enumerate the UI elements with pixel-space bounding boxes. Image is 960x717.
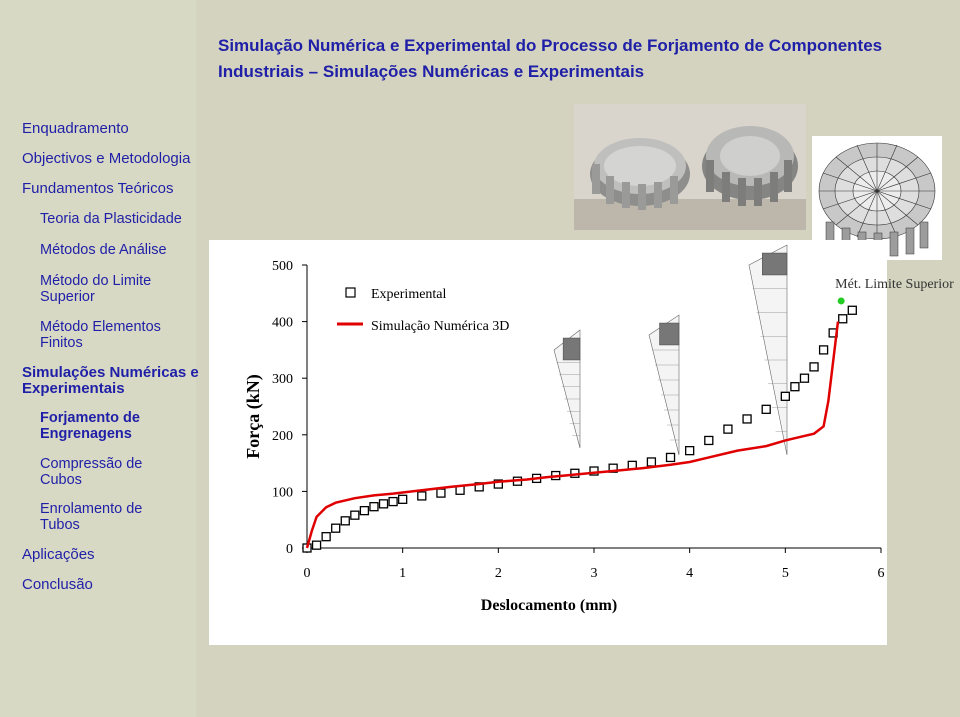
y-axis-label: Força (kN): [243, 374, 263, 459]
upper-bound-point: [838, 297, 845, 304]
legend-swatch-experimental: [346, 288, 355, 297]
y-tick-label: 200: [272, 428, 293, 444]
sidebar-item-plasticidade[interactable]: Teoria da Plasticidade: [40, 211, 182, 227]
experimental-point: [724, 425, 732, 433]
sidebar-item-simulacoes[interactable]: Simulações Numéricas e Experimentais: [22, 364, 199, 397]
experimental-point: [351, 511, 359, 519]
sidebar-item-compressao[interactable]: Compressão de Cubos: [40, 456, 143, 488]
experimental-point: [848, 306, 856, 314]
experimental-point: [791, 383, 799, 391]
mesh-tooth-outline: [749, 245, 787, 455]
mesh-tooth-section: [749, 245, 787, 455]
experimental-point: [800, 374, 808, 382]
y-tick-label: 400: [272, 315, 293, 331]
experimental-point: [370, 503, 378, 511]
x-tick-label: 3: [590, 566, 598, 581]
x-tick-label: 0: [303, 566, 311, 581]
x-tick-label: 5: [781, 566, 789, 581]
x-tick-label: 6: [877, 566, 885, 581]
sidebar-item-enquadramento[interactable]: Enquadramento: [22, 120, 129, 137]
experimental-point: [667, 453, 675, 461]
experimental-point: [437, 489, 445, 497]
y-tick-label: 300: [272, 372, 293, 388]
experimental-point: [781, 392, 789, 400]
mesh-dense-zone: [762, 253, 787, 275]
experimental-point: [456, 486, 464, 494]
sidebar-item-fundamentos[interactable]: Fundamentos Teóricos: [22, 180, 174, 197]
x-tick-label: 1: [399, 566, 407, 581]
y-tick-label: 0: [286, 542, 293, 557]
experimental-point: [743, 415, 751, 423]
experimental-point: [389, 498, 397, 506]
experimental-point: [313, 541, 321, 549]
mesh-deco-layer: [554, 245, 787, 455]
sidebar-item-metodos-analise[interactable]: Métodos de Análise: [40, 242, 167, 258]
experimental-point: [686, 447, 694, 455]
x-tick-label: 2: [494, 566, 502, 581]
chart-axes: [302, 265, 881, 553]
experimental-point: [705, 436, 713, 444]
legend-label-simulation: Simulação Numérica 3D: [371, 319, 510, 334]
x-axis-label: Deslocamento (mm): [480, 597, 618, 614]
experimental-point: [418, 492, 426, 500]
mesh-tooth-section: [554, 330, 580, 448]
x-tick-label: 4: [686, 566, 694, 581]
experimental-point: [820, 346, 828, 354]
experimental-point: [322, 533, 330, 541]
chart-labels: [243, 259, 954, 614]
sidebar-item-elementos-finitos[interactable]: Método Elementos Finitos: [40, 319, 161, 351]
experimental-point: [360, 507, 368, 515]
sidebar-item-limite-superior[interactable]: Método do Limite Superior: [40, 273, 152, 305]
y-tick-label: 500: [272, 259, 293, 274]
force-displacement-chart: [209, 240, 954, 645]
sidebar-item-objectivos[interactable]: Objectivos e Metodologia: [22, 150, 191, 167]
y-tick-label: 100: [272, 485, 293, 501]
experimental-point: [647, 458, 655, 466]
mesh-dense-zone: [563, 338, 580, 360]
page-title: Simulação Numérica e Experimental do Processo de Forjamento de Componentes Industriais – Simulações Numéricas e Experimentais: [218, 36, 883, 81]
experimental-point: [762, 405, 770, 413]
sidebar-item-aplicacoes[interactable]: Aplicações: [22, 546, 95, 563]
experimental-point: [839, 315, 847, 323]
legend-label-experimental: Experimental: [371, 287, 447, 302]
experimental-point: [380, 500, 388, 508]
experimental-point: [341, 517, 349, 525]
experimental-point: [399, 495, 407, 503]
sidebar: [0, 0, 196, 717]
sidebar-item-conclusao[interactable]: Conclusão: [22, 576, 93, 593]
mesh-dense-zone: [660, 323, 680, 345]
mesh-tooth-section: [649, 315, 679, 455]
sidebar-item-enrolamento[interactable]: Enrolamento de Tubos: [40, 501, 143, 533]
upper-bound-label: Mét. Limite Superior: [835, 276, 954, 292]
experimental-point: [332, 524, 340, 532]
forged-gears-photo: [574, 104, 806, 230]
sidebar-item-forjamento[interactable]: Forjamento de Engrenagens: [40, 410, 140, 442]
experimental-point: [810, 363, 818, 371]
